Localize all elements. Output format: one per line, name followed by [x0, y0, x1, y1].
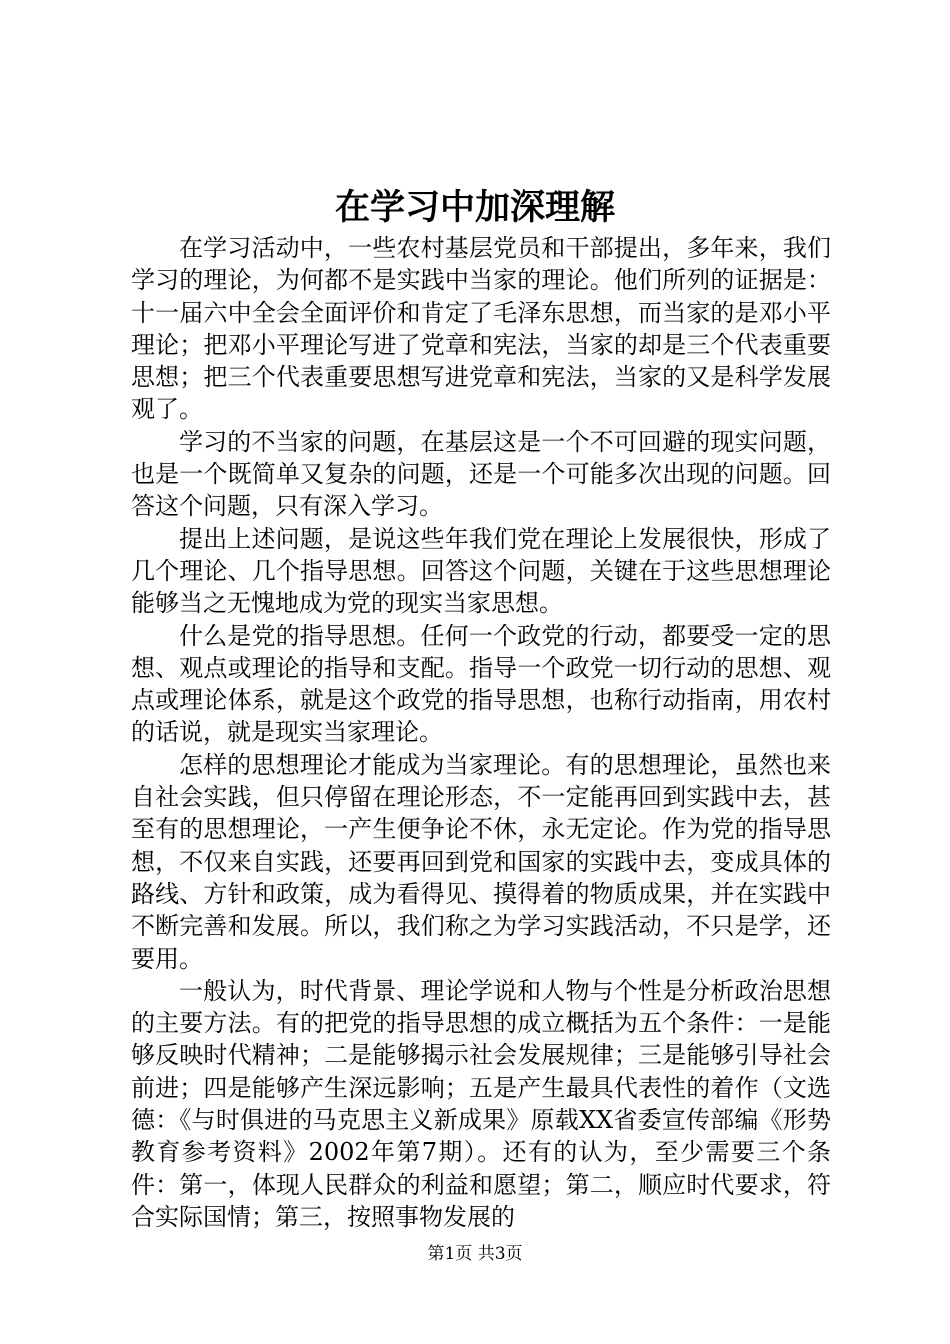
paragraph-6: 一般认为，时代背景、理论学说和人物与个性是分析政治思想的主要方法。有的把党的指导思想的成立概括为五个条件：一是能够反映时代精神；二是能够揭示社会发展规律；三是能够引导社会前进；四是能够产生深远影响；五是产生最具代表性的着作（文选德：《与时俱进的马克思主义新成果》原载XX省委宣传部编《形势教育参考资料》2002年第7期）。还有的认为，至少需要三个条件：第一，体现人民群众的利益和愿望；第二，顺应时代要求，符合实际国情；第三，按照事物发展的 [131, 976, 831, 1231]
document-body [131, 232, 831, 1233]
paragraph-4: 什么是党的指导思想。任何一个政党的行动，都要受一定的思想、观点或理论的指导和支配。指导一个政党一切行动的思想、观点或理论体系，就是这个政党的指导思想，也称行动指南，用农村的话说，就是现实当家理论。 [131, 621, 831, 747]
paragraph-5: 怎样的思想理论才能成为当家理论。有的思想理论，虽然也来自社会实践，但只停留在理论形态，不一定能再回到实践中去，甚至有的思想理论，一产生便争论不休，永无定论。作为党的指导思想，不仅来自实践，还要再回到党和国家的实践中去，变成具体的路线、方针和政策，成为看得见、摸得着的物质成果，并在实践中不断完善和发展。所以，我们称之为学习实践活动，不只是学，还要用。 [131, 750, 831, 973]
paragraph-2: 学习的不当家的问题，在基层这是一个不可回避的现实问题，也是一个既简单又复杂的问题，还是一个可能多次出现的问题。回答这个问题，只有深入学习。 [131, 427, 831, 521]
document-title: 在学习中加深理解 [334, 187, 615, 228]
paragraph-3: 提出上述问题，是说这些年我们党在理论上发展很快，形成了几个理论、几个指导思想。回答这个问题，关键在于这些思想理论能够当之无愧地成为党的现实当家思想。 [131, 524, 831, 618]
page-footer: 第1页 共3页 [427, 1244, 523, 1264]
paragraph-1: 在学习活动中，一些农村基层党员和干部提出，多年来，我们学习的理论，为何都不是实践中当家的理论。他们所列的证据是：十一届六中全会全面评价和肯定了毛泽东思想，而当家的是邓小平理论；把邓小平理论写进了党章和宪法，当家的却是三个代表重要思想；把三个代表重要思想写进党章和宪法，当家的又是科学发展观了。 [131, 234, 831, 424]
